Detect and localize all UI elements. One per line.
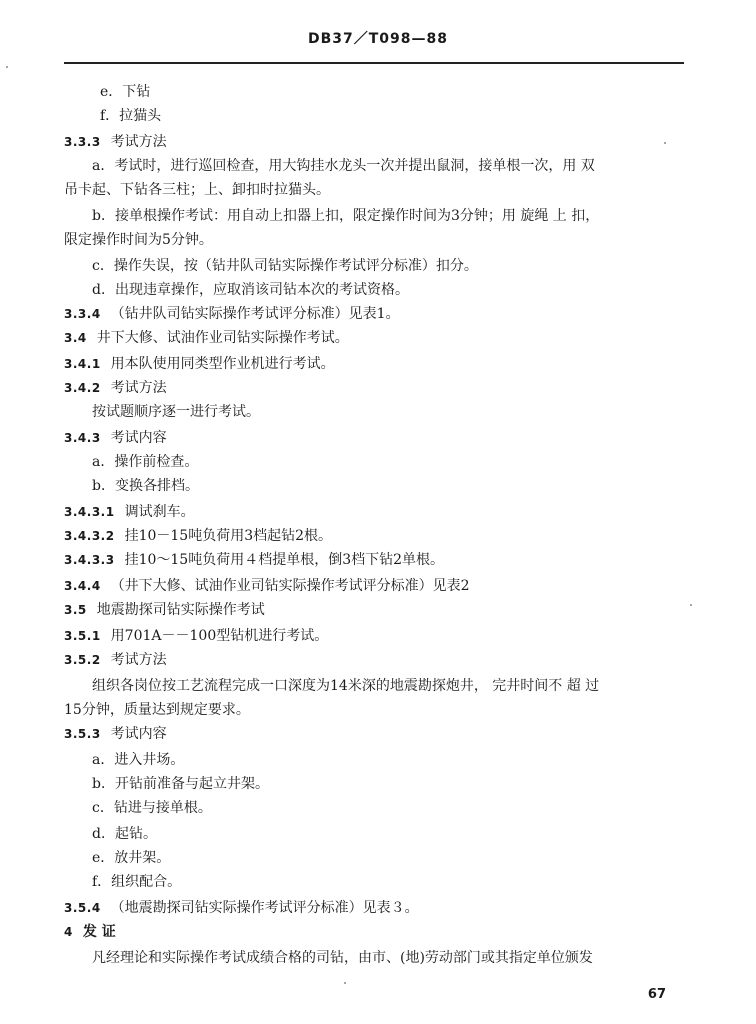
clause-heading — [64, 526, 332, 546]
clause-number: 3.5 — [64, 603, 87, 617]
clause-text: 用701A－－100型钻机进行考试。 — [110, 628, 329, 644]
clause-heading — [64, 428, 167, 448]
clause-number: 3.4.3 — [64, 431, 101, 445]
clause-heading — [64, 650, 167, 670]
list-item: d．出现违章操作，应取消该司钻本次的考试资格。 — [92, 282, 409, 298]
clause-heading — [64, 898, 419, 918]
list-item: c．操作失误，按（钻井队司钻实际操作考试评分标准）扣分。 — [92, 258, 478, 274]
clause-heading — [64, 576, 470, 596]
clause-text: 井下大修、试油作业司钻实际操作考试。 — [96, 330, 349, 346]
paragraph-line: 15分钟，质量达到规定要求。 — [64, 702, 250, 718]
clause-number: 3.4.4 — [64, 579, 101, 593]
clause-heading — [64, 354, 335, 374]
clause-text: 考试内容 — [110, 726, 167, 742]
clause-number: 3.4.3.3 — [64, 553, 115, 567]
list-item: b．变换各排档。 — [92, 478, 199, 494]
list-item: f．拉猫头 — [100, 108, 162, 124]
clause-text: （井下大修、试油作业司钻实际操作考试评分标准）见表2 — [110, 578, 470, 594]
paragraph-line: b．接单根操作考试：用自动上扣器上扣，限定操作时间为3分钟；用 旋绳 上 扣， — [92, 208, 600, 224]
list-item: e．放井架。 — [92, 850, 171, 866]
clause-text: 考试方法 — [110, 380, 167, 396]
clause-number: 3.5.2 — [64, 653, 101, 667]
clause-text: （钻井队司钻实际操作考试评分标准）见表1。 — [110, 306, 400, 322]
clause-number: 3.3.4 — [64, 307, 101, 321]
clause-heading — [64, 304, 400, 324]
clause-text: （地震勘探司钻实际操作考试评分标准）见表３。 — [110, 900, 419, 916]
clause-text: 考试方法 — [110, 652, 167, 668]
list-item: d．起钻。 — [92, 826, 157, 842]
clause-heading — [64, 378, 167, 398]
page-number: 67 — [647, 987, 666, 1002]
list-item: a．操作前检查。 — [92, 454, 199, 470]
list-item: f．组织配合。 — [92, 874, 182, 890]
scan-speck — [690, 604, 692, 606]
paragraph-line: 凡经理论和实际操作考试成绩合格的司钻，由市、(地)劳动部门或其指定单位颁发 — [92, 950, 593, 966]
clause-heading — [64, 328, 349, 348]
paragraph-line: 限定操作时间为5分钟。 — [64, 232, 213, 248]
paragraph-line: a．考试时，进行巡回检查，用大钩挂水龙头一次并提出鼠洞，接单根一次，用 双 — [92, 158, 595, 174]
clause-number: 3.4.1 — [64, 357, 101, 371]
paragraph-line: 组织各岗位按工艺流程完成一口深度为14米深的地震勘探炮井， 完井时间不 超 过 — [92, 678, 600, 694]
clause-text: 考试内容 — [110, 430, 167, 446]
clause-text: 挂10－15吨负荷用3档起钻2根。 — [124, 528, 333, 544]
paragraph-line: 按试题顺序逐一进行考试。 — [92, 404, 260, 420]
list-item: e．下钻 — [100, 84, 151, 100]
clause-number: 3.5.1 — [64, 629, 101, 643]
list-item: a．进入井场。 — [92, 752, 185, 768]
header-rule — [64, 62, 684, 64]
clause-heading — [64, 600, 265, 620]
clause-text: 挂10～15吨负荷用４档提单根，倒3档下钻2单根。 — [124, 552, 445, 568]
scan-speck — [344, 982, 346, 984]
clause-number: 3.4 — [64, 331, 87, 345]
standard-code-header: DB37／T098—88 — [307, 31, 449, 47]
scan-speck — [664, 142, 666, 144]
list-item: b．开钻前准备与起立井架。 — [92, 776, 269, 792]
clause-number: 3.3.3 — [64, 135, 101, 149]
clause-heading — [64, 724, 167, 744]
list-item: c．钻进与接单根。 — [92, 800, 212, 816]
clause-heading — [64, 132, 167, 152]
clause-number: 3.5.3 — [64, 727, 101, 741]
clause-heading — [64, 550, 444, 570]
clause-text: 调试刹车。 — [124, 504, 195, 520]
clause-text: 地震勘探司钻实际操作考试 — [96, 602, 265, 618]
scan-speck — [6, 66, 8, 68]
clause-heading — [64, 502, 195, 522]
clause-number: 3.5.4 — [64, 901, 101, 915]
clause-number: 3.4.2 — [64, 381, 101, 395]
section-heading — [64, 922, 116, 942]
clause-number: 3.4.3.2 — [64, 529, 115, 543]
paragraph-line: 吊卡起、下钻各三柱；上、卸扣时拉猫头。 — [64, 182, 330, 198]
clause-heading — [64, 626, 328, 646]
clause-text: 用本队使用同类型作业机进行考试。 — [110, 356, 335, 372]
clause-number: 3.4.3.1 — [64, 505, 115, 519]
clause-text: 考试方法 — [110, 134, 167, 150]
section-number: 4 — [64, 925, 73, 939]
section-title: 发 证 — [82, 924, 116, 940]
